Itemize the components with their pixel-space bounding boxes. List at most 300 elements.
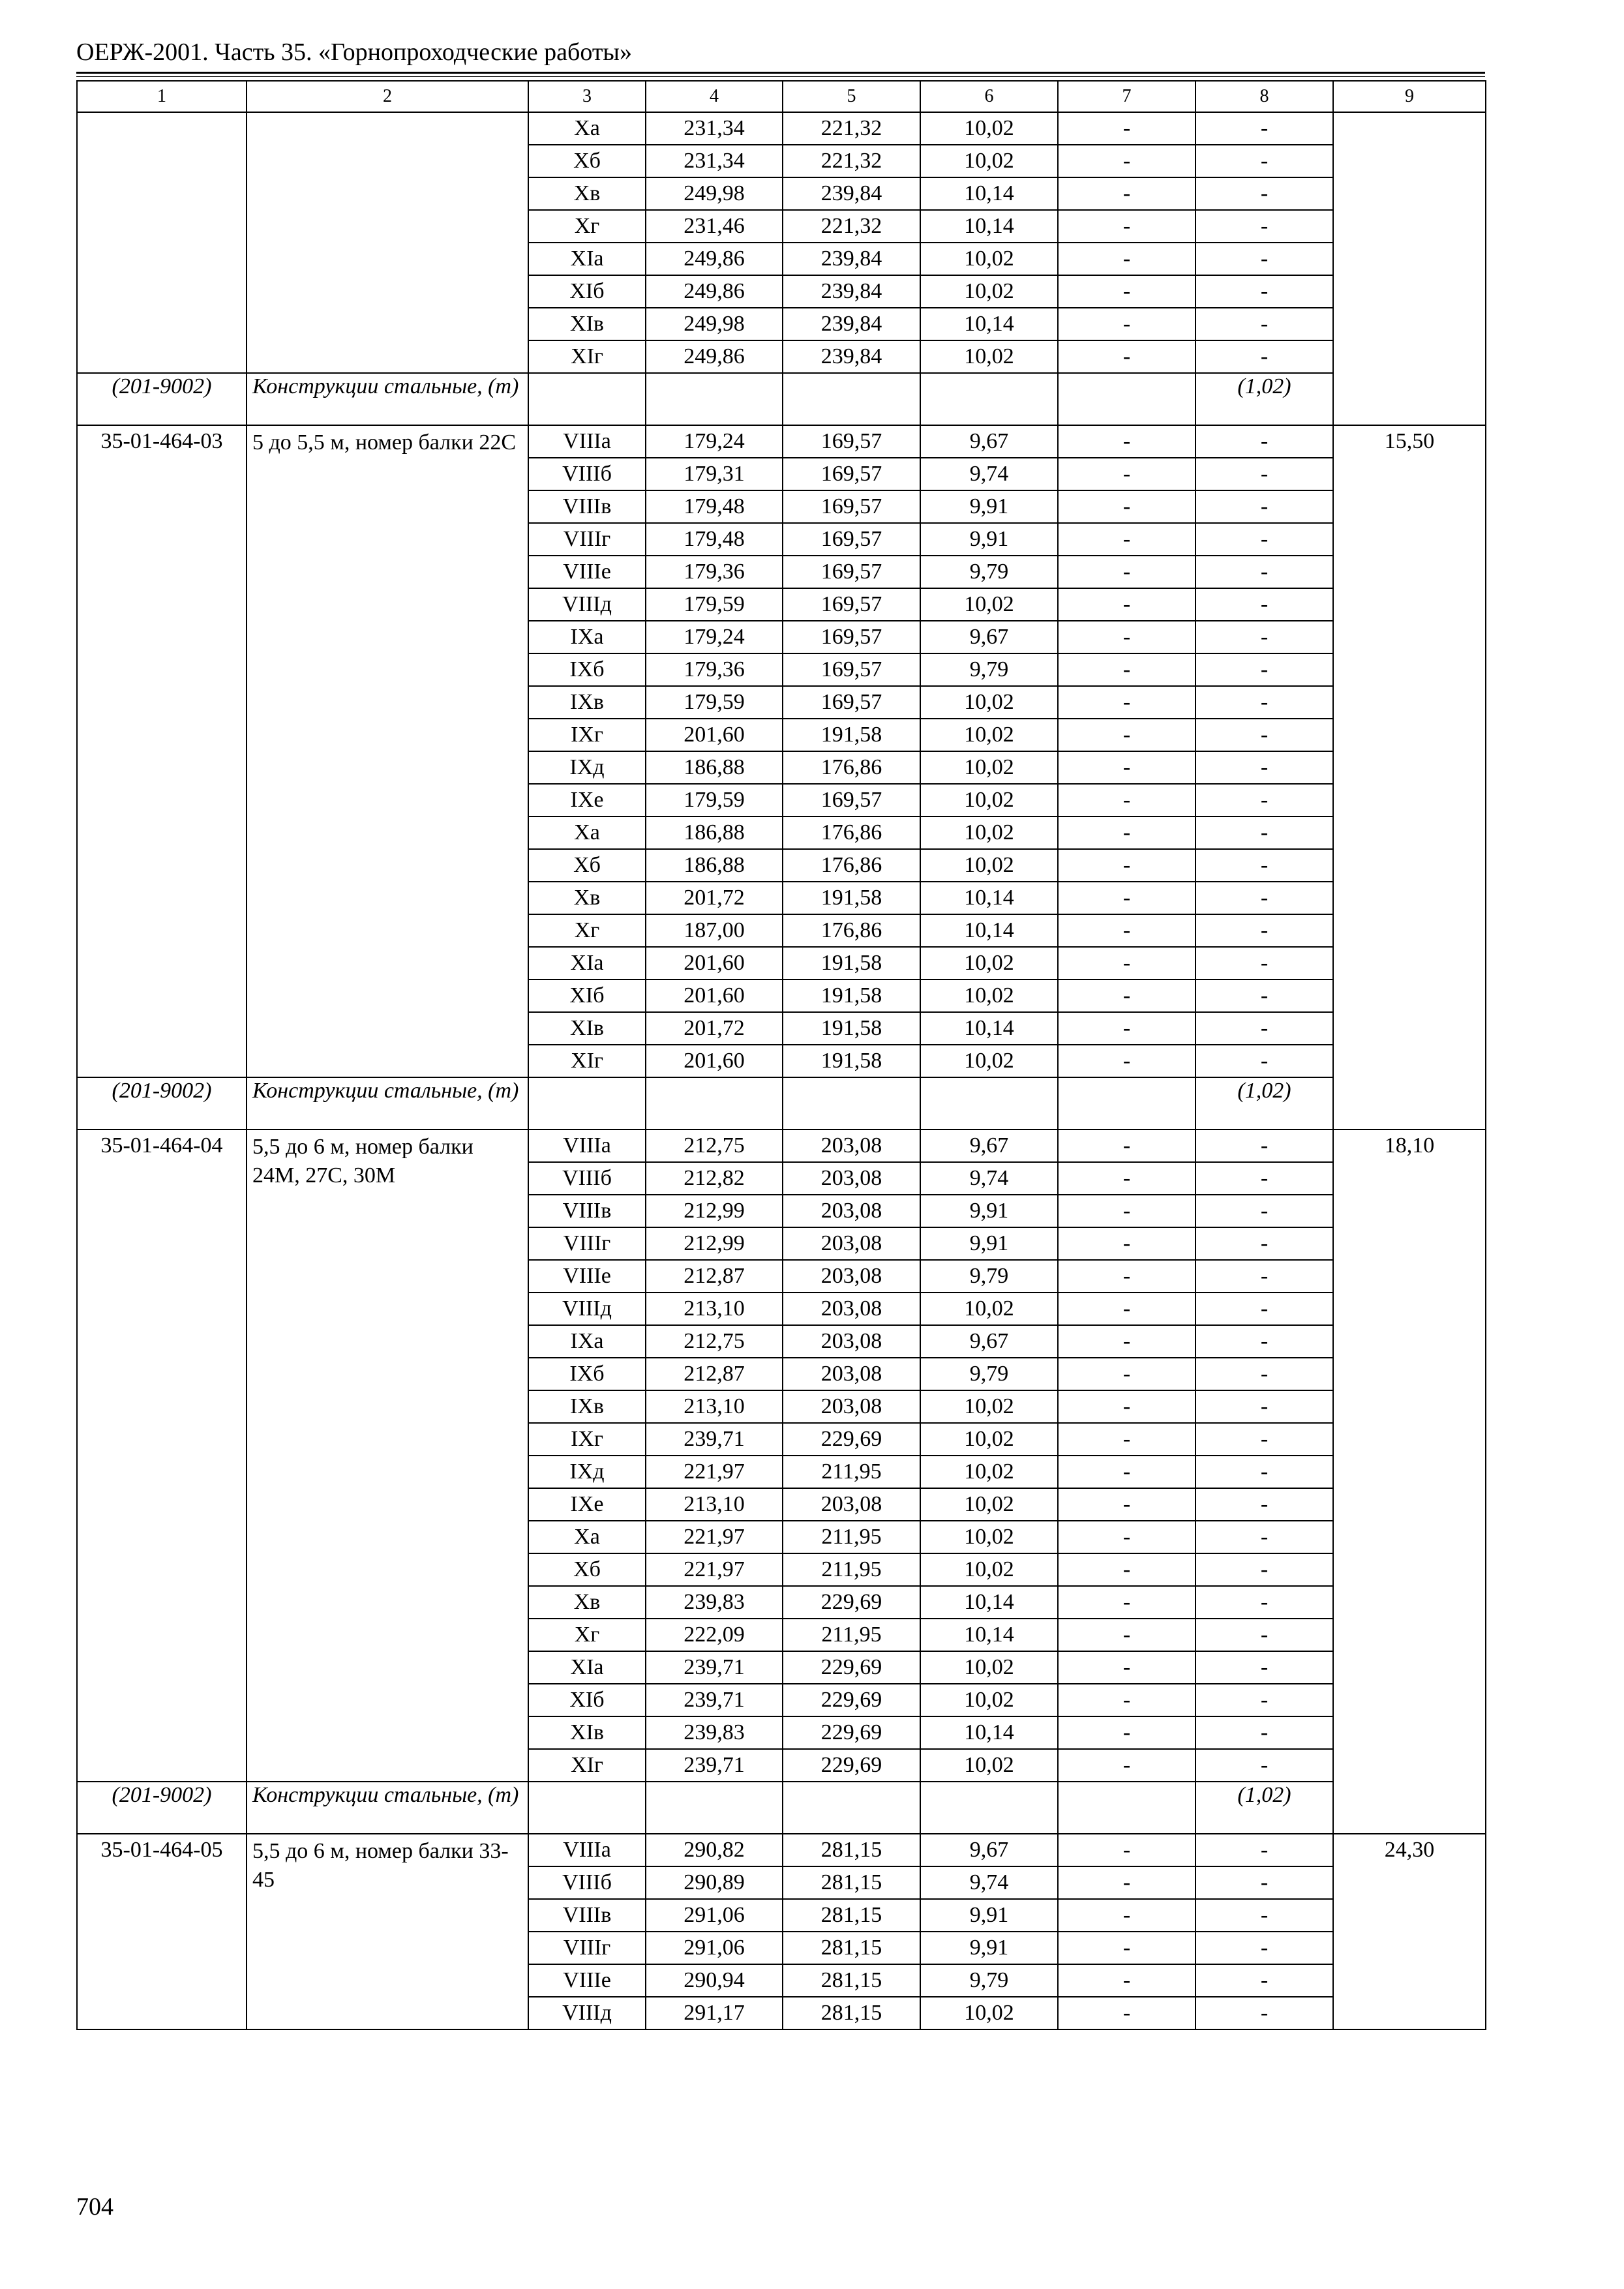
table-cell-col4: 187,00 [646,914,783,947]
table-cell-col7: - [1058,621,1195,653]
column-number: 8 [1195,81,1333,112]
table-cell-col4: 201,60 [646,1045,783,1077]
rate-code [77,112,247,373]
table-cell-col4: 239,71 [646,1651,783,1684]
table-cell-col7: - [1058,1130,1195,1162]
table-cell-col5: 169,57 [783,458,920,490]
rate-description: 5 до 5,5 м, номер балки 22С [247,425,528,1077]
table-cell-col6: 9,74 [920,1162,1058,1195]
table-cell-col5: 281,15 [783,1932,920,1964]
table-cell-col5: 203,08 [783,1162,920,1195]
table-cell-col3: IXa [528,1325,646,1358]
table-cell-col7: - [1058,1553,1195,1586]
table-cell-col3: Xв [528,177,646,210]
empty-cell [646,1077,783,1130]
table-cell-col8: - [1195,653,1333,686]
table-cell-col7: - [1058,490,1195,523]
table-cell-col8: - [1195,490,1333,523]
table-cell-col6: 10,02 [920,1423,1058,1456]
table-cell-col3: VIIIa [528,1834,646,1866]
empty-cell [783,1782,920,1834]
table-cell-col6: 9,67 [920,1834,1058,1866]
table-cell-col7: - [1058,1012,1195,1045]
table-cell-col8: - [1195,588,1333,621]
table-cell-col6: 10,14 [920,1586,1058,1619]
resource-note-row [77,1077,1486,1130]
table-cell-col5: 281,15 [783,1834,920,1866]
table-cell-col8: - [1195,1045,1333,1077]
table-cell-col5: 169,57 [783,621,920,653]
table-cell-col3: IXд [528,1456,646,1488]
table-cell-col4: 221,97 [646,1553,783,1586]
table-cell-col5: 211,95 [783,1619,920,1651]
rates-table [76,80,1486,2030]
rate-code: 35-01-464-03 [77,425,247,1077]
table-cell-col6: 9,91 [920,1932,1058,1964]
table-cell-col3: XIг [528,1045,646,1077]
table-cell-col5: 281,15 [783,1997,920,2029]
col9-value: 18,10 [1333,1130,1486,1834]
table-cell-col3: VIIIв [528,490,646,523]
table-cell-col8: - [1195,1964,1333,1997]
table-cell-col8: - [1195,751,1333,784]
table-cell-col8: - [1195,719,1333,751]
table-cell-col3: VIIIe [528,1260,646,1293]
table-cell-col8: - [1195,621,1333,653]
table-cell-col6: 9,79 [920,1964,1058,1997]
table-cell-col8: - [1195,947,1333,980]
resource-name: Конструкции стальные, (т) [247,373,528,425]
table-cell-col3: XIб [528,1684,646,1716]
table-cell-col5: 191,58 [783,1045,920,1077]
table-cell-col5: 191,58 [783,882,920,914]
table-cell-col7: - [1058,816,1195,849]
resource-code: (201-9002) [77,1077,247,1130]
table-cell-col6: 9,91 [920,490,1058,523]
table-cell-col3: XIб [528,275,646,308]
empty-cell [783,1077,920,1130]
table-cell-col7: - [1058,308,1195,340]
table-cell-col5: 281,15 [783,1866,920,1899]
table-cell-col3: XIa [528,1651,646,1684]
table-cell-col4: 221,97 [646,1456,783,1488]
col9-value [1333,112,1486,425]
table-cell-col3: Xa [528,816,646,849]
rate-code: 35-01-464-05 [77,1834,247,2029]
table-cell-col3: VIIIб [528,458,646,490]
table-cell-col3: VIIIг [528,1932,646,1964]
table-cell-col7: - [1058,1619,1195,1651]
table-cell-col4: 213,10 [646,1293,783,1325]
table-cell-col3: IXe [528,1488,646,1521]
table-cell-col3: XIг [528,1749,646,1782]
table-cell-col4: 179,36 [646,556,783,588]
header-rule-thin [76,76,1485,77]
table-cell-col8: - [1195,1619,1333,1651]
table-cell-col7: - [1058,719,1195,751]
page-number: 704 [76,2193,113,2221]
table-cell-col7: - [1058,340,1195,373]
table-cell-col7: - [1058,1651,1195,1684]
table-cell-col6: 10,14 [920,1012,1058,1045]
table-cell-col3: VIIIг [528,523,646,556]
table-cell-col4: 249,86 [646,275,783,308]
table-cell-col7: - [1058,523,1195,556]
table-cell-col3: IXв [528,686,646,719]
table-cell-col7: - [1058,112,1195,145]
table-cell-col7: - [1058,1456,1195,1488]
table-cell-col6: 10,02 [920,1997,1058,2029]
table-cell-col6: 10,02 [920,275,1058,308]
table-cell-col3: Xг [528,210,646,243]
table-cell-col8: - [1195,1130,1333,1162]
table-cell-col6: 9,74 [920,1866,1058,1899]
table-cell-col7: - [1058,849,1195,882]
table-cell-col3: VIIIa [528,1130,646,1162]
table-cell-col8: - [1195,686,1333,719]
table-cell-col6: 10,02 [920,145,1058,177]
table-cell-col6: 10,02 [920,588,1058,621]
table-cell-col5: 221,32 [783,112,920,145]
table-cell-col8: - [1195,784,1333,816]
table-cell-col5: 281,15 [783,1964,920,1997]
table-cell-col4: 212,87 [646,1358,783,1390]
table-cell-col5: 176,86 [783,849,920,882]
table-cell-col7: - [1058,1162,1195,1195]
table-cell-col6: 10,02 [920,112,1058,145]
table-cell-col4: 239,83 [646,1586,783,1619]
table-cell-col8: - [1195,1899,1333,1932]
empty-cell [528,1077,646,1130]
resource-coefficient: (1,02) [1195,1782,1333,1834]
table-cell-col6: 10,02 [920,243,1058,275]
table-cell-col8: - [1195,1749,1333,1782]
table-cell-col8: - [1195,275,1333,308]
table-cell-col8: - [1195,1716,1333,1749]
table-cell-col4: 239,71 [646,1749,783,1782]
table-cell-col5: 203,08 [783,1195,920,1227]
table-cell-col6: 10,02 [920,751,1058,784]
table-cell-col3: IXб [528,653,646,686]
table-cell-col5: 239,84 [783,340,920,373]
table-cell-col6: 9,74 [920,458,1058,490]
table-cell-col4: 212,75 [646,1130,783,1162]
table-cell-col7: - [1058,1899,1195,1932]
table-cell-col5: 169,57 [783,653,920,686]
table-cell-col8: - [1195,1834,1333,1866]
table-cell-col8: - [1195,458,1333,490]
table-row [77,112,1486,145]
table-cell-col3: Xг [528,914,646,947]
table-cell-col7: - [1058,556,1195,588]
table-cell-col6: 9,79 [920,1260,1058,1293]
table-cell-col8: - [1195,1932,1333,1964]
rate-description: 5,5 до 6 м, номер балки 24М, 27С, 30М [247,1130,528,1782]
table-cell-col5: 203,08 [783,1130,920,1162]
table-cell-col8: - [1195,816,1333,849]
resource-code: (201-9002) [77,1782,247,1834]
table-cell-col6: 10,14 [920,914,1058,947]
table-cell-col8: - [1195,425,1333,458]
table-cell-col7: - [1058,177,1195,210]
table-cell-col4: 179,24 [646,425,783,458]
table-cell-col5: 169,57 [783,490,920,523]
table-cell-col6: 9,67 [920,1325,1058,1358]
table-cell-col6: 10,02 [920,849,1058,882]
table-cell-col4: 201,72 [646,1012,783,1045]
table-cell-col8: - [1195,1521,1333,1553]
table-cell-col8: - [1195,1684,1333,1716]
table-cell-col7: - [1058,1390,1195,1423]
table-cell-col4: 290,94 [646,1964,783,1997]
table-cell-col3: XIa [528,947,646,980]
table-cell-col3: IXa [528,621,646,653]
table-cell-col8: - [1195,1997,1333,2029]
table-cell-col4: 179,59 [646,588,783,621]
table-cell-col7: - [1058,1325,1195,1358]
table-cell-col6: 10,02 [920,1553,1058,1586]
table-cell-col5: 229,69 [783,1684,920,1716]
table-cell-col3: IXг [528,719,646,751]
table-cell-col3: VIIIд [528,1293,646,1325]
table-cell-col3: IXв [528,1390,646,1423]
table-cell-col4: 201,72 [646,882,783,914]
table-cell-col3: Xб [528,849,646,882]
table-cell-col5: 221,32 [783,145,920,177]
column-number: 6 [920,81,1058,112]
page-title: ОЕРЖ-2001. Часть 35. «Горнопроходческие работы» [76,38,632,66]
table-cell-col4: 179,24 [646,621,783,653]
table-cell-col7: - [1058,1964,1195,1997]
table-cell-col8: - [1195,1325,1333,1358]
table-cell-col6: 10,14 [920,308,1058,340]
table-cell-col8: - [1195,1586,1333,1619]
table-cell-col6: 10,02 [920,1684,1058,1716]
col9-value: 15,50 [1333,425,1486,1130]
table-cell-col8: - [1195,1012,1333,1045]
table-cell-col8: - [1195,1488,1333,1521]
table-cell-col4: 290,89 [646,1866,783,1899]
table-cell-col4: 179,48 [646,523,783,556]
table-cell-col6: 10,02 [920,340,1058,373]
table-cell-col5: 176,86 [783,816,920,849]
table-cell-col4: 239,71 [646,1423,783,1456]
table-cell-col5: 169,57 [783,686,920,719]
table-cell-col7: - [1058,1045,1195,1077]
column-number: 2 [247,81,528,112]
table-cell-col8: - [1195,1358,1333,1390]
table-cell-col7: - [1058,784,1195,816]
table-cell-col7: - [1058,1488,1195,1521]
table-cell-col5: 191,58 [783,1012,920,1045]
table-cell-col7: - [1058,1260,1195,1293]
table-cell-col6: 9,91 [920,1227,1058,1260]
table-cell-col8: - [1195,243,1333,275]
table-cell-col3: IXб [528,1358,646,1390]
table-cell-col4: 213,10 [646,1390,783,1423]
table-cell-col8: - [1195,1162,1333,1195]
table-cell-col6: 10,14 [920,177,1058,210]
table-cell-col5: 239,84 [783,275,920,308]
table-cell-col5: 169,57 [783,425,920,458]
table-cell-col5: 239,84 [783,243,920,275]
table-cell-col7: - [1058,914,1195,947]
table-cell-col4: 231,34 [646,145,783,177]
table-cell-col5: 211,95 [783,1456,920,1488]
table-cell-col4: 212,87 [646,1260,783,1293]
table-cell-col6: 10,14 [920,210,1058,243]
table-cell-col6: 10,02 [920,1045,1058,1077]
table-cell-col7: - [1058,1358,1195,1390]
table-cell-col5: 191,58 [783,980,920,1012]
rate-code: 35-01-464-04 [77,1130,247,1782]
table-cell-col4: 179,36 [646,653,783,686]
table-cell-col4: 186,88 [646,751,783,784]
table-cell-col7: - [1058,1932,1195,1964]
rate-description: 5,5 до 6 м, номер балки 33-45 [247,1834,528,2029]
column-number: 1 [77,81,247,112]
table-cell-col5: 239,84 [783,308,920,340]
table-cell-col5: 229,69 [783,1749,920,1782]
empty-cell [1058,1782,1195,1834]
table-cell-col5: 169,57 [783,784,920,816]
table-cell-col3: VIIIб [528,1162,646,1195]
table-cell-col7: - [1058,947,1195,980]
table-cell-col3: VIIIг [528,1227,646,1260]
table-cell-col3: VIIIд [528,588,646,621]
table-cell-col6: 9,79 [920,1358,1058,1390]
table-cell-col5: 221,32 [783,210,920,243]
table-cell-col5: 211,95 [783,1553,920,1586]
column-number: 7 [1058,81,1195,112]
table-cell-col8: - [1195,1651,1333,1684]
table-cell-col7: - [1058,1586,1195,1619]
table-cell-col6: 9,67 [920,621,1058,653]
table-cell-col4: 239,83 [646,1716,783,1749]
table-cell-col7: - [1058,686,1195,719]
table-cell-col3: Xa [528,1521,646,1553]
table-cell-col3: XIв [528,1716,646,1749]
empty-cell [528,373,646,425]
table-cell-col5: 169,57 [783,523,920,556]
table-cell-col4: 201,60 [646,719,783,751]
table-cell-col6: 9,79 [920,556,1058,588]
empty-cell [920,1782,1058,1834]
table-cell-col8: - [1195,1260,1333,1293]
table-cell-col4: 212,99 [646,1227,783,1260]
table-cell-col8: - [1195,882,1333,914]
table-cell-col8: - [1195,112,1333,145]
empty-cell [528,1782,646,1834]
table-cell-col5: 191,58 [783,719,920,751]
table-cell-col4: 212,82 [646,1162,783,1195]
table-cell-col3: VIIIд [528,1997,646,2029]
column-number: 3 [528,81,646,112]
table-cell-col6: 10,14 [920,882,1058,914]
table-cell-col6: 10,02 [920,980,1058,1012]
table-cell-col5: 239,84 [783,177,920,210]
table-cell-col3: VIIIe [528,1964,646,1997]
table-cell-col7: - [1058,1195,1195,1227]
table-cell-col7: - [1058,882,1195,914]
table-cell-col6: 10,02 [920,686,1058,719]
table-cell-col4: 179,31 [646,458,783,490]
empty-cell [920,1077,1058,1130]
table-cell-col3: VIIIб [528,1866,646,1899]
table-cell-col6: 9,67 [920,425,1058,458]
table-cell-col8: - [1195,980,1333,1012]
table-cell-col5: 203,08 [783,1227,920,1260]
table-cell-col7: - [1058,145,1195,177]
table-cell-col4: 201,60 [646,980,783,1012]
column-number: 5 [783,81,920,112]
table-cell-col3: IXд [528,751,646,784]
table-cell-col8: - [1195,145,1333,177]
table-cell-col6: 9,79 [920,653,1058,686]
table-cell-col7: - [1058,980,1195,1012]
table-cell-col3: IXe [528,784,646,816]
table-cell-col8: - [1195,1866,1333,1899]
table-cell-col8: - [1195,210,1333,243]
table-cell-col4: 213,10 [646,1488,783,1521]
table-cell-col5: 229,69 [783,1586,920,1619]
table-cell-col6: 10,02 [920,784,1058,816]
table-cell-col4: 291,17 [646,1997,783,2029]
table-cell-col8: - [1195,1227,1333,1260]
table-cell-col6: 10,02 [920,719,1058,751]
table-cell-col8: - [1195,1390,1333,1423]
table-cell-col4: 222,09 [646,1619,783,1651]
table-cell-col6: 10,02 [920,1293,1058,1325]
table-cell-col4: 239,71 [646,1684,783,1716]
table-cell-col7: - [1058,1716,1195,1749]
resource-coefficient: (1,02) [1195,373,1333,425]
table-row [77,1834,1486,1866]
table-cell-col7: - [1058,1749,1195,1782]
table-cell-col7: - [1058,1293,1195,1325]
table-cell-col8: - [1195,308,1333,340]
table-cell-col4: 231,46 [646,210,783,243]
table-cell-col8: - [1195,177,1333,210]
table-cell-col4: 179,59 [646,784,783,816]
table-cell-col8: - [1195,1293,1333,1325]
table-cell-col4: 231,34 [646,112,783,145]
table-cell-col3: Xв [528,1586,646,1619]
table-cell-col5: 203,08 [783,1293,920,1325]
table-cell-col4: 249,98 [646,308,783,340]
table-cell-col6: 10,14 [920,1619,1058,1651]
table-cell-col8: - [1195,1423,1333,1456]
table-cell-col5: 281,15 [783,1899,920,1932]
table-cell-col3: VIIIв [528,1195,646,1227]
table-cell-col6: 10,02 [920,1521,1058,1553]
table-cell-col4: 291,06 [646,1899,783,1932]
table-cell-col3: Xб [528,145,646,177]
table-cell-col7: - [1058,1834,1195,1866]
table-cell-col3: Xв [528,882,646,914]
table-cell-col4: 201,60 [646,947,783,980]
table-cell-col3: VIIIв [528,1899,646,1932]
table-cell-col4: 249,98 [646,177,783,210]
table-cell-col4: 290,82 [646,1834,783,1866]
table-cell-col6: 10,02 [920,816,1058,849]
table-cell-col5: 203,08 [783,1260,920,1293]
table-cell-col4: 186,88 [646,816,783,849]
table-cell-col6: 10,14 [920,1716,1058,1749]
column-number: 9 [1333,81,1486,112]
table-cell-col7: - [1058,425,1195,458]
table-cell-col8: - [1195,1456,1333,1488]
